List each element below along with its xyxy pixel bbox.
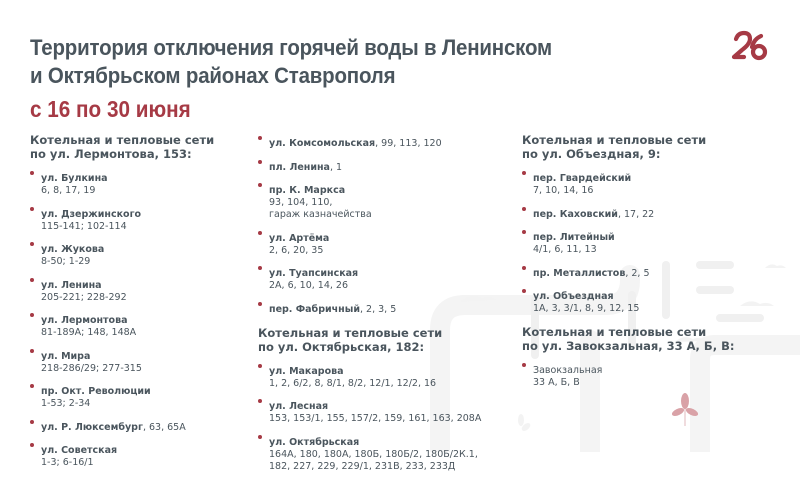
bullet-icon (258, 266, 262, 270)
bullet-icon (30, 349, 34, 353)
house-numbers: 8-50; 1-29 (41, 256, 91, 267)
bullet-icon (522, 289, 526, 293)
list-item (258, 297, 508, 316)
date-range: с 16 по 30 июня (30, 96, 191, 122)
house-numbers: 81-189А; 148, 148А (41, 327, 137, 338)
house-numbers: 2, 6, 20, 35 (269, 244, 324, 256)
street-list-zavokzalnaya (522, 358, 752, 389)
heading-line-1: Котельная и тепловые сети (522, 325, 707, 339)
title-line-2: и Октябрьском районах Ставрополя (30, 63, 396, 88)
heading-line-1: Котельная и тепловые сети (30, 133, 215, 147)
list-item (30, 438, 245, 469)
list-item (258, 131, 508, 150)
street-name: Завокзальная (533, 365, 603, 376)
street-name: ул. Булкина (41, 173, 108, 184)
section-heading-zavokzalnaya (522, 325, 752, 353)
bullet-icon (258, 183, 262, 187)
street-name: ул. Жукова (41, 244, 105, 255)
bullet-icon (258, 231, 262, 235)
bullet-icon (522, 207, 526, 211)
house-numbers: 1, 2, 6/2, 8, 8/1, 8/2, 12/1, 12/2, 16 (269, 377, 437, 389)
bullet-icon (258, 136, 262, 140)
bullet-icon (258, 399, 262, 403)
list-item (258, 394, 508, 425)
column-3 (522, 133, 752, 394)
house-numbers-extra: гараж казначейства (269, 209, 372, 220)
bullet-icon (522, 171, 526, 175)
bullet-icon (30, 242, 34, 246)
heading-line-1: Котельная и тепловые сети (522, 133, 707, 147)
street-name: ул. Объездная (533, 291, 614, 302)
bullet-icon (258, 160, 262, 164)
house-numbers: 7, 10, 14, 16 (533, 185, 594, 196)
section-heading-obezdnaya (522, 133, 752, 161)
house-numbers: , 63, 65А (142, 421, 186, 433)
street-name: ул. Лермонтова (41, 315, 128, 326)
house-numbers: , 2, 3, 5 (359, 303, 397, 315)
list-item (258, 430, 508, 473)
house-numbers-extra: 182, 227, 229, 229/1, 231В, 233, 233Д (269, 460, 456, 472)
street-name: ул. Артёма (269, 232, 330, 244)
list-item (258, 261, 508, 292)
bullet-icon (522, 363, 526, 367)
bullet-icon (30, 420, 34, 424)
heading-line-2: по ул. Лермонтова, 153: (30, 147, 192, 161)
street-list-oktyabrskaya (258, 359, 508, 473)
house-numbers: , 99, 113, 120 (375, 138, 442, 149)
list-item (522, 166, 752, 197)
column-2 (258, 131, 508, 477)
list-item (258, 359, 508, 390)
street-name: пер. Гвардейский (533, 173, 632, 184)
street-name: ул. Р. Люксембург (41, 421, 143, 433)
bullet-icon (522, 266, 526, 270)
list-item (522, 358, 752, 389)
leaf-sprout-icon (670, 392, 700, 428)
bullet-icon (30, 171, 34, 175)
house-numbers: , 2, 5 (625, 267, 650, 279)
heading-line-2: по ул. Завокзальная, 33 А, Б, В: (522, 339, 735, 353)
street-name: ул. Мира (41, 350, 91, 362)
bullet-icon (258, 302, 262, 306)
list-item (522, 202, 752, 221)
list-item (258, 178, 508, 221)
street-name: пр. Окт. Революции (41, 386, 151, 397)
house-numbers: 2А, 6, 10, 14, 26 (269, 280, 349, 291)
house-numbers: 205-221; 228-292 (41, 291, 127, 303)
list-item (30, 237, 245, 268)
street-name: ул. Советская (41, 445, 118, 456)
bullet-icon (30, 384, 34, 388)
bullet-icon (258, 435, 262, 439)
heading-line-2: по ул. Октябрьская, 182: (258, 339, 425, 354)
house-numbers: 1-3; 6-16/1 (41, 457, 94, 468)
bullet-icon (258, 364, 262, 368)
section-heading-lermontova (30, 133, 245, 161)
street-name: ул. Комсомольская (269, 138, 376, 149)
street-list-obezdnaya (522, 166, 752, 315)
street-name: ул. Ленина (41, 279, 102, 291)
house-numbers: 1-53; 2-34 (41, 398, 91, 409)
street-name: ул. Макарова (269, 365, 344, 377)
list-item (30, 202, 245, 233)
list-item (258, 155, 508, 174)
street-name: ул. Туапсинская (269, 268, 359, 279)
house-numbers: 33 А, Б, В (533, 377, 580, 388)
street-name: ул. Дзержинского (41, 208, 142, 220)
street-name: пер. Литейный (533, 232, 615, 243)
title-line-1: Территория отключения горячей воды в Ленинском (30, 35, 552, 60)
logo-26-icon (730, 30, 770, 62)
house-numbers: 93, 104, 110, (269, 197, 333, 208)
street-name: пр. Металлистов (533, 267, 626, 279)
page-title (30, 34, 552, 90)
bullet-icon (30, 313, 34, 317)
street-name: пер. Фабричный (269, 303, 360, 315)
street-name: пер. Каховский (533, 208, 618, 220)
list-item (522, 261, 752, 280)
heading-line-2: по ул. Объездная, 9: (522, 147, 661, 161)
list-item (30, 166, 245, 197)
list-item (522, 284, 752, 315)
house-numbers: 4/1, 6, 11, 13 (533, 244, 597, 255)
house-numbers: , 17, 22 (617, 208, 655, 220)
bullet-icon (30, 278, 34, 282)
list-item (30, 273, 245, 304)
street-list-lermontova (30, 166, 245, 469)
house-numbers: 153, 153/1, 155, 157/2, 159, 161, 163, 208А (269, 413, 482, 424)
bullet-icon (522, 230, 526, 234)
list-item (522, 225, 752, 256)
list-item (30, 308, 245, 339)
street-name: ул. Лесная (269, 401, 329, 412)
street-name: пр. К. Маркса (269, 185, 346, 196)
house-numbers: 218-286/29; 277-315 (41, 362, 142, 374)
bullet-icon (30, 443, 34, 447)
bullet-icon (30, 207, 34, 211)
column-1 (30, 133, 245, 474)
list-item (30, 344, 245, 375)
house-numbers: 164А, 180, 180А, 180Б, 180Б/2, 180Б/2К.1, (269, 448, 478, 460)
heading-line-1: Котельная и тепловые сети (258, 325, 443, 340)
list-item (30, 379, 245, 410)
section-heading-oktyabrskaya (258, 326, 508, 354)
street-name: ул. Октябрьская (269, 436, 360, 448)
street-name: пл. Ленина (269, 161, 330, 173)
house-numbers: 1А, 3, 3/1, 8, 9, 12, 15 (533, 303, 640, 314)
house-numbers: 115-141; 102-114 (41, 220, 127, 232)
house-numbers: 6, 8, 17, 19 (41, 185, 96, 196)
list-item (258, 226, 508, 257)
house-numbers: , 1 (329, 161, 343, 173)
list-item (30, 415, 245, 434)
street-list-lermontova-continued (258, 131, 508, 316)
